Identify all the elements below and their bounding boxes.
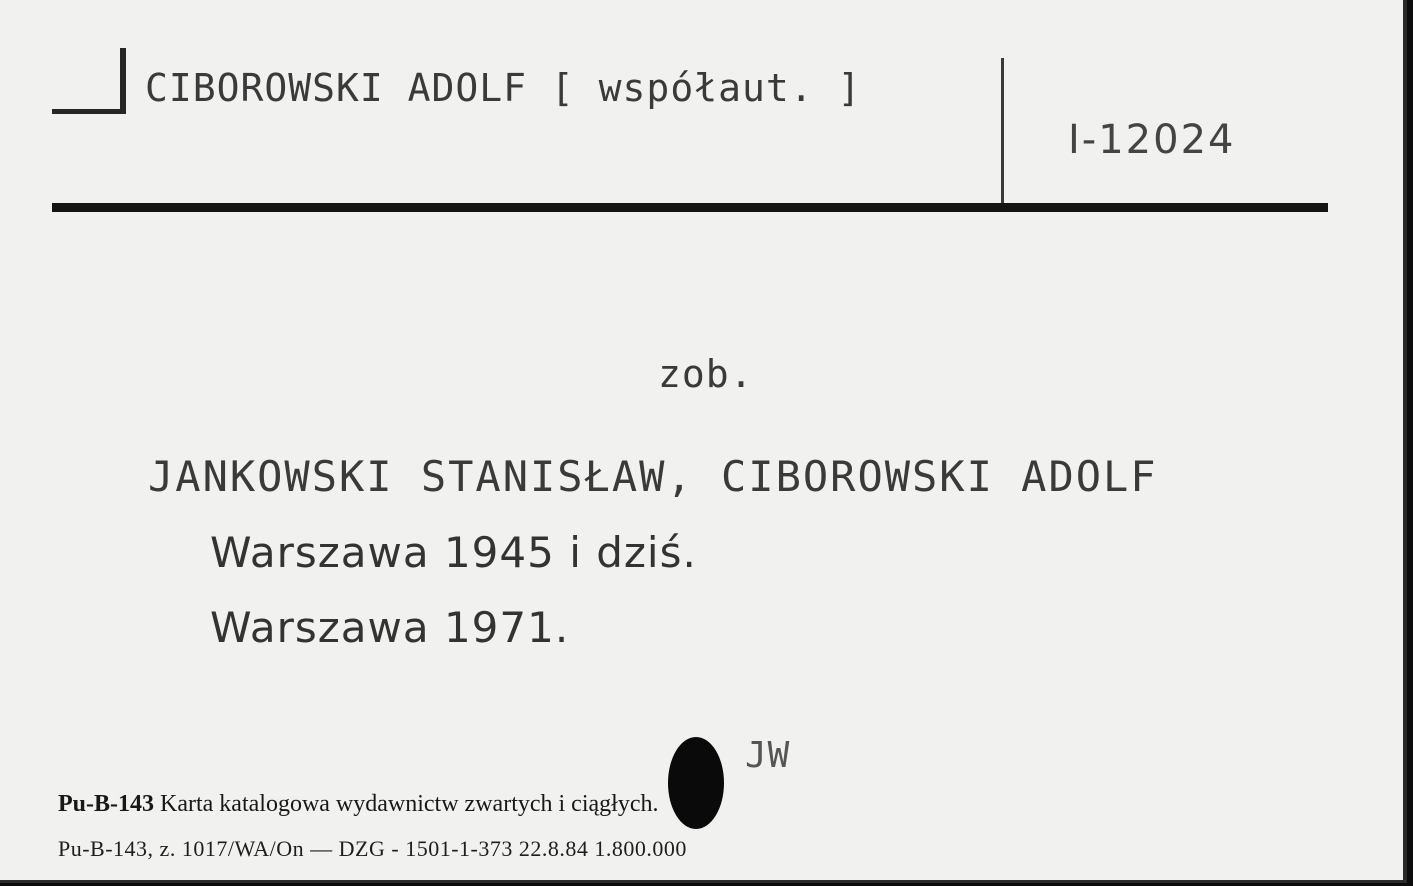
cataloger-initials: JW: [745, 735, 791, 776]
imprint-line-2: Warszawa 1971.: [210, 603, 570, 652]
heading-divider: [1001, 58, 1004, 210]
form-code: Pu-B-143: [58, 791, 154, 817]
call-number: I-12024: [1068, 117, 1236, 163]
heading-rule: [52, 203, 1328, 212]
imprint-line-1: Warszawa 1945 i dziś.: [210, 528, 697, 577]
referenced-authors: JANKOWSKI STANISŁAW, CIBOROWSKI ADOLF: [148, 452, 1158, 501]
form-title-line: [58, 791, 658, 818]
main-heading: CIBOROWSKI ADOLF [ współaut. ]: [145, 66, 862, 110]
print-info-line: Pu-B-143, z. 1017/WA/On — DZG - 1501-1-373 22.8.84 1.800.000: [58, 836, 687, 861]
corner-bracket-mark: [52, 48, 130, 114]
form-title: Karta katalogowa wydawnictw zwartych i ciągłych.: [160, 791, 659, 817]
ink-blot: [668, 737, 724, 829]
see-reference-label: zob.: [658, 352, 754, 396]
